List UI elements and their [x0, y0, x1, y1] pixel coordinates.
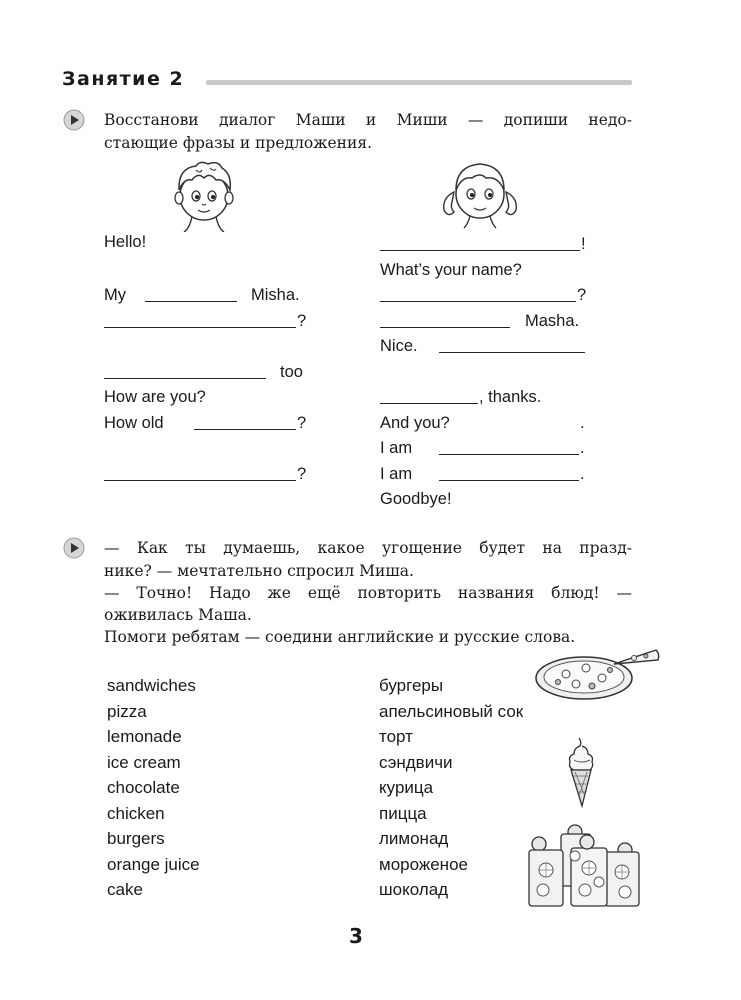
- masha-blank-i-am-1[interactable]: [439, 454, 579, 455]
- masha-blank-name-verb[interactable]: [380, 327, 510, 328]
- play-icon: [63, 537, 85, 559]
- ice-cream-icon: [566, 736, 596, 808]
- masha-line-i-am-2: I am: [380, 465, 413, 483]
- english-word[interactable]: chocolate: [107, 778, 180, 797]
- russian-word[interactable]: курица: [379, 778, 434, 797]
- english-word[interactable]: burgers: [107, 829, 165, 848]
- masha-line-period1: .: [580, 414, 585, 432]
- misha-blank-name-verb[interactable]: [145, 301, 237, 302]
- misha-blank-how-old[interactable]: [194, 429, 296, 430]
- masha-blank-question1[interactable]: [380, 301, 576, 302]
- masha-line-nice: Nice.: [380, 337, 418, 355]
- misha-line-qmark2: ?: [297, 414, 307, 432]
- lemonade-glasses-icon: [525, 822, 651, 910]
- misha-line-my: My: [104, 286, 126, 304]
- misha-blank-question2[interactable]: [104, 480, 296, 481]
- masha-blank-i-am-2[interactable]: [439, 480, 579, 481]
- misha-line-hello: Hello!: [104, 233, 147, 251]
- masha-line-and-you: And you?: [380, 414, 450, 432]
- misha-line-how-old: How old: [104, 414, 164, 432]
- masha-blank-nice[interactable]: [439, 352, 585, 353]
- russian-word[interactable]: бургеры: [379, 676, 444, 695]
- title-rule: [206, 80, 632, 85]
- english-word[interactable]: lemonade: [107, 727, 182, 746]
- page-number: 3: [349, 924, 363, 948]
- english-word[interactable]: pizza: [107, 702, 147, 721]
- misha-line-name: Misha.: [251, 286, 300, 304]
- russian-word[interactable]: пицца: [379, 804, 427, 823]
- masha-line-masha: Masha.: [525, 312, 580, 330]
- lesson-title: Занятие 2: [62, 68, 185, 90]
- task2-line2: нике? — мечтательно спросил Миша.: [104, 562, 414, 580]
- girl-face-icon: [440, 152, 520, 230]
- masha-blank-thanks[interactable]: [380, 403, 478, 404]
- task1-instruction-line1: Восстанови диалог Маши и Миши — допиши недо-: [104, 111, 632, 129]
- misha-line-too: too: [280, 363, 303, 381]
- russian-word[interactable]: мороженое: [379, 855, 468, 874]
- masha-blank-greeting[interactable]: [380, 250, 580, 251]
- task2-line3: — Точно! Надо же ещё повторить названия блюд! —: [104, 584, 632, 602]
- russian-word[interactable]: торт: [379, 727, 413, 746]
- russian-word[interactable]: сэндвичи: [379, 753, 453, 772]
- misha-line-qmark3: ?: [297, 465, 307, 483]
- masha-line-i-am-1: I am: [380, 439, 413, 457]
- play-icon: [63, 109, 85, 131]
- misha-blank-question1[interactable]: [104, 327, 296, 328]
- masha-line-qmark1: ?: [577, 286, 587, 304]
- task1-instruction-line2: стающие фразы и предложения.: [104, 134, 373, 152]
- misha-line-qmark1: ?: [297, 312, 307, 330]
- russian-word[interactable]: шоколад: [379, 880, 449, 899]
- misha-line-how-are-you: How are you?: [104, 388, 206, 406]
- english-word[interactable]: ice cream: [107, 753, 181, 772]
- task2-line5: Помоги ребятам — соедини английские и русские слова.: [104, 628, 576, 646]
- russian-word[interactable]: апельсиновый сок: [379, 702, 524, 721]
- misha-blank-too[interactable]: [104, 378, 266, 379]
- masha-line-period2: .: [580, 439, 585, 457]
- english-word[interactable]: sandwiches: [107, 676, 196, 695]
- english-word[interactable]: orange juice: [107, 855, 200, 874]
- english-word[interactable]: chicken: [107, 804, 165, 823]
- russian-word[interactable]: лимонад: [379, 829, 449, 848]
- masha-line-whats-your-name: What’s your name?: [380, 261, 522, 279]
- masha-line-goodbye: Goodbye!: [380, 490, 452, 508]
- english-word[interactable]: cake: [107, 880, 143, 899]
- task2-line1: — Как ты думаешь, какое угощение будет на празд-: [104, 539, 632, 557]
- masha-line-excl: !: [581, 235, 586, 253]
- boy-face-icon: [170, 158, 238, 232]
- masha-line-period3: .: [580, 465, 585, 483]
- task2-line4: оживилась Маша.: [104, 606, 252, 624]
- pizza-icon: [528, 644, 662, 702]
- masha-line-thanks: , thanks.: [479, 388, 542, 406]
